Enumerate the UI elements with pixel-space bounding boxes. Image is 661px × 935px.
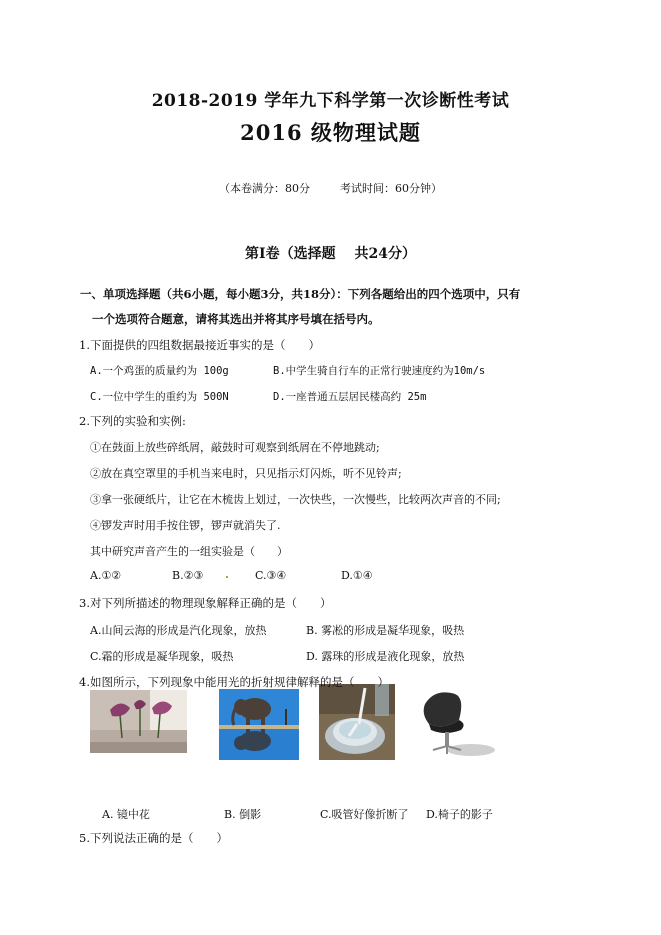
q2-item-3: ③拿一张硬纸片，让它在木梳齿上划过，一次快些，一次慢些，比较两次声音的不同; (90, 493, 501, 506)
q2-item-1: ①在鼓面上放些碎纸屑，敲鼓时可观察到纸屑在不停地跳动; (90, 441, 380, 454)
q3-stem: 3.对下列所描述的物理现象解释正确的是（ ） (79, 596, 332, 610)
q4-option-d: D.椅子的影子 (426, 808, 493, 821)
q4-option-b: B. 倒影 (224, 808, 262, 821)
exam-time: 考试时间：60分钟） (340, 182, 442, 195)
q2-option-c: C.③④ (255, 569, 287, 582)
exam-title: 2018-2019 学年九下科学第一次诊断性考试 (151, 91, 510, 111)
elephant-reflection-image (219, 689, 299, 760)
stray-dot (226, 576, 228, 578)
q1-option-b: B.中学生骑自行车的正常行驶速度约为10m/s (273, 365, 486, 377)
chair-shadow-image (415, 684, 497, 764)
full-score: （本卷满分：80分 (219, 182, 310, 195)
q2-option-d: D.①④ (341, 569, 373, 582)
q3-option-d: D. 露珠的形成是液化现象，放热 (306, 650, 465, 663)
q4-option-a: A. 镜中花 (102, 808, 150, 821)
q1-stem: 1.下面提供的四组数据最接近事实的是（ ） (79, 338, 320, 352)
q2-option-a: A.①② (90, 569, 122, 582)
exam-subtitle: 2016 级物理试题 (240, 120, 421, 145)
q3-option-b: B. 雾凇的形成是凝华现象，吸热 (306, 624, 465, 637)
mirror-flower-image (90, 690, 187, 753)
q1-option-a: A.一个鸡蛋的质量约为 100g (90, 365, 229, 377)
q1-option-c: C.一位中学生的重约为 500N (90, 391, 229, 403)
q2-stem: 2.下列的实验和实例: (79, 414, 186, 428)
exam-meta (0, 180, 661, 196)
q2-option-b: B.②③ (172, 569, 204, 582)
q4-stem: 4.如图所示，下列现象中能用光的折射规律解释的是（ ） (79, 675, 389, 689)
q2-question: 其中研究声音产生的一组实验是（ ） (90, 545, 288, 558)
q3-option-a: A.山间云海的形成是汽化现象，放热 (90, 624, 267, 637)
q1-option-d: D.一座普通五层居民楼高约 25m (273, 391, 427, 403)
section-instruction-2: 一个选项符合题意，请将其选出并将其序号填在括号内。 (92, 312, 380, 326)
q5-stem: 5.下列说法正确的是（ ） (79, 831, 228, 845)
section-instruction-1: 一、单项选择题（共6小题，每小题3分，共18分）：下列各题给出的四个选项中，只有 (80, 287, 521, 301)
q4-option-c: C.吸管好像折断了 (320, 808, 409, 821)
q2-item-4: ④锣发声时用手按住锣，锣声就消失了. (90, 519, 281, 532)
q3-option-c: C.霜的形成是凝华现象，吸热 (90, 650, 234, 663)
section-title: 第Ⅰ卷（选择题 共24分） (245, 246, 416, 262)
q2-item-2: ②放在真空罩里的手机当来电时，只见指示灯闪烁，听不见铃声; (90, 467, 402, 480)
straw-in-glass-image (319, 684, 395, 760)
